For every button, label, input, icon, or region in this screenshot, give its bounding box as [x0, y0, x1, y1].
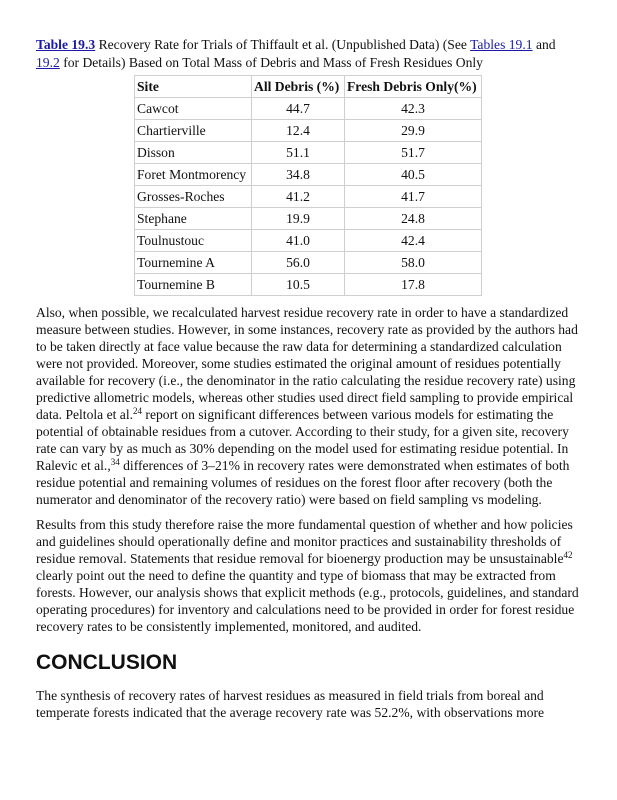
fresh-debris-cell: 17.8 [345, 274, 482, 296]
all-debris-cell: 19.9 [252, 208, 345, 230]
table-row [135, 164, 482, 186]
table-row [135, 142, 482, 164]
all-debris-cell: 56.0 [252, 252, 345, 274]
caption-text-3: for Details) Based on Total Mass of Debris and Mass of Fresh Residues Only [59, 54, 483, 70]
caption-text-2: and [532, 37, 556, 52]
conclusion-paragraph: The synthesis of recovery rates of harvest residues as measured in field trials from boreal and temperate forests indicated that the average recovery rate was 52.2%, with observations more [36, 688, 545, 720]
table-caption [36, 36, 581, 71]
paragraph-policy [36, 516, 581, 635]
fresh-debris-cell: 40.5 [345, 164, 482, 186]
column-header-fresh-debris: Fresh Debris Only(%) [345, 76, 482, 98]
table-row [135, 208, 482, 230]
paragraph-1-text-1: Also, when possible, we recalculated harvest residue recovery rate in order to have a standardized measure between studies. However, in some instances, recovery rate as provided by the authors had to be taken directly at face value because the raw data for determining a standardized calculation were not provided. Moreover, some studies estimated the original amount of residues potentially available for recovery (i.e., the denominator in the ratio calculating the residue recovery rate) using predictive allometric models, whereas other studies used direct field sampling to provide empirical data. Peltola et al. [36, 305, 578, 422]
reference-42-link[interactable]: 42 [563, 550, 573, 560]
all-debris-cell: 41.2 [252, 186, 345, 208]
column-header-all-debris: All Debris (%) [252, 76, 345, 98]
all-debris-cell: 12.4 [252, 120, 345, 142]
tables-19-1-link[interactable]: Tables 19.1 [470, 37, 533, 52]
reference-34-link[interactable]: 34 [110, 457, 120, 467]
fresh-debris-cell: 41.7 [345, 186, 482, 208]
all-debris-cell: 34.8 [252, 164, 345, 186]
paragraph-recalculation [36, 304, 581, 508]
paragraph-2-text-1: Results from this study therefore raise the more fundamental question of whether and how policies and guidelines should operationally define and monitor practices and sustainability thresholds of residue removal. Statements that residue removal for bioenergy production may be unsustainable [36, 517, 573, 566]
table-label-link[interactable]: Table 19.3 [36, 37, 96, 52]
all-debris-cell: 44.7 [252, 98, 345, 120]
document-page [36, 36, 581, 721]
site-cell: Chartierville [135, 120, 252, 142]
table-row [135, 186, 482, 208]
caption-text-1: Recovery Rate for Trials of Thiffault et al. (Unpublished Data) (See [95, 37, 471, 52]
fresh-debris-cell: 51.7 [345, 142, 482, 164]
site-cell: Cawcot [135, 98, 252, 120]
table-row [135, 274, 482, 296]
site-cell: Tournemine A [135, 252, 252, 274]
site-cell: Foret Montmorency [135, 164, 252, 186]
table-19-2-link[interactable]: 19.2 [36, 54, 60, 70]
site-cell: Stephane [135, 208, 252, 230]
paragraph-1-text-3: differences of 3–21% in recovery rates were demonstrated when estimates of both residue potential and remaining volumes of residues on the forest floor after recovery (both the numerator and denominator of the recovery ratio) were based on field sampling vs modeling. [36, 458, 570, 507]
paragraph-1-text-2: report on significant differences between various models for estimating the potential of obtainable residues from a cutover. According to their study, for a given site, recovery rate can vary by as much as 30% depending on the model used for estimating residue potential. In Ralevic et al., [36, 407, 569, 473]
table-row [135, 98, 482, 120]
fresh-debris-cell: 42.4 [345, 230, 482, 252]
fresh-debris-cell: 58.0 [345, 252, 482, 274]
paragraph-2-text-2: clearly point out the need to define the quantity and type of biomass that may be extracted from forests. However, our analysis shows that explicit methods (e.g., protocols, guidelines, and standard operating procedures) for inventory and calculations need to be provided in order for forest residue recovery rates to be consistently implemented, monitored, and audited. [36, 568, 579, 634]
site-cell: Disson [135, 142, 252, 164]
conclusion-heading: CONCLUSION [36, 651, 178, 674]
site-cell: Grosses-Roches [135, 186, 252, 208]
column-header-site: Site [135, 76, 252, 98]
site-cell: Toulnustouc [135, 230, 252, 252]
all-debris-cell: 51.1 [252, 142, 345, 164]
site-cell: Tournemine B [135, 274, 252, 296]
table-header-row [135, 76, 482, 98]
table-row [135, 230, 482, 252]
all-debris-cell: 41.0 [252, 230, 345, 252]
fresh-debris-cell: 24.8 [345, 208, 482, 230]
reference-24-link[interactable]: 24 [133, 406, 143, 416]
table-row [135, 252, 482, 274]
table-row [135, 120, 482, 142]
fresh-debris-cell: 29.9 [345, 120, 482, 142]
all-debris-cell: 10.5 [252, 274, 345, 296]
recovery-rate-table [134, 75, 482, 296]
fresh-debris-cell: 42.3 [345, 98, 482, 120]
